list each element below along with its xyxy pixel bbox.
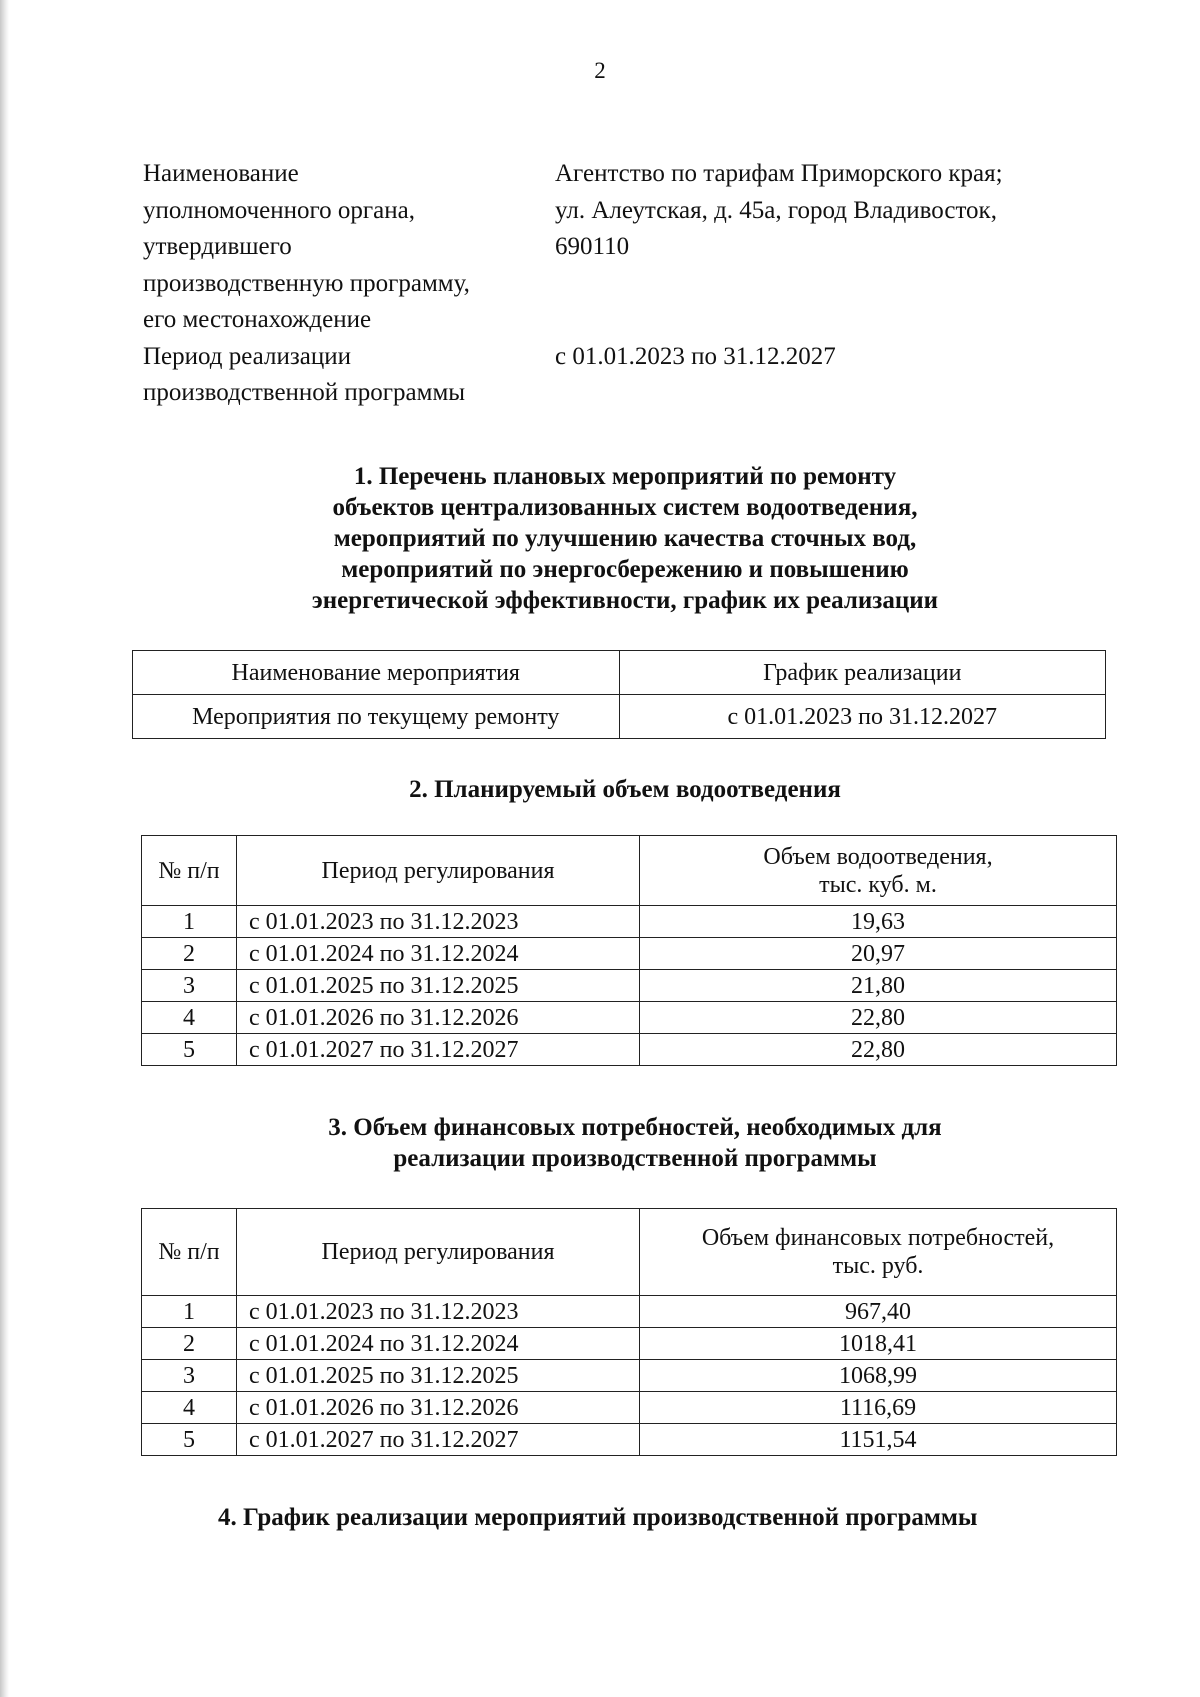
period-cell: с 01.01.2023 по 31.12.2023: [237, 906, 640, 938]
table-row: [142, 1328, 1117, 1360]
table-cell: с 01.01.2023 по 31.12.2027: [619, 695, 1106, 739]
period-cell: с 01.01.2027 по 31.12.2027: [237, 1034, 640, 1066]
column-header: № п/п: [142, 836, 237, 906]
period-cell: с 01.01.2026 по 31.12.2026: [237, 1002, 640, 1034]
period-cell: с 01.01.2024 по 31.12.2024: [237, 938, 640, 970]
table-header-row: [142, 1209, 1117, 1296]
table-row: [133, 695, 1106, 739]
column-header: Объем финансовых потребностей, тыс. руб.: [640, 1209, 1117, 1296]
scan-edge-shadow: [0, 0, 9, 1697]
table-row: [142, 938, 1117, 970]
value-cell: 22,80: [640, 1034, 1117, 1066]
authority-label: Наименование уполномоченного органа, утвердившего производственную программу, его местонахождение: [143, 160, 470, 333]
section4-title: 4. График реализации мероприятий производственной программы: [218, 1504, 978, 1531]
table-header-row: [142, 836, 1117, 906]
financial-needs-table: [141, 1208, 1117, 1456]
period-value: с 01.01.2023 по 31.12.2027: [555, 342, 836, 370]
period-cell: с 01.01.2023 по 31.12.2023: [237, 1296, 640, 1328]
value-cell: 967,40: [640, 1296, 1117, 1328]
table-row: [142, 1296, 1117, 1328]
table-cell: Мероприятия по текущему ремонту: [133, 695, 620, 739]
value-cell: 19,63: [640, 906, 1117, 938]
table-row: [142, 906, 1117, 938]
value-cell: 22,80: [640, 1002, 1117, 1034]
section1-title: 1. Перечень плановых мероприятий по ремонту объектов централизованных систем водоотведения, мероприятий по улучшению качества сточных вод, мероприятий по энергосбережению и повышению энергетической эффективности, график их реализации: [311, 463, 939, 614]
period-cell: с 01.01.2027 по 31.12.2027: [237, 1424, 640, 1456]
value-cell: 21,80: [640, 970, 1117, 1002]
page-number: 2: [594, 58, 606, 83]
column-header: Период регулирования: [237, 836, 640, 906]
row-number: 2: [142, 1328, 237, 1360]
row-number: 5: [142, 1424, 237, 1456]
section3-title: 3. Объем финансовых потребностей, необходимых для реализации производственной программы: [328, 1114, 942, 1172]
value-cell: 1116,69: [640, 1392, 1117, 1424]
row-number: 3: [142, 970, 237, 1002]
column-header: График реализации: [619, 651, 1106, 695]
period-cell: с 01.01.2025 по 31.12.2025: [237, 1360, 640, 1392]
period-row: [143, 339, 1055, 412]
column-header: Наименование мероприятия: [133, 651, 620, 695]
period-cell: с 01.01.2024 по 31.12.2024: [237, 1328, 640, 1360]
table-row: [142, 1392, 1117, 1424]
period-cell: с 01.01.2025 по 31.12.2025: [237, 970, 640, 1002]
table-row: [142, 1002, 1117, 1034]
value-cell: 1151,54: [640, 1424, 1117, 1456]
period-label: Период реализации производственной программы: [143, 342, 466, 406]
column-header: № п/п: [142, 1209, 237, 1296]
value-cell: 1068,99: [640, 1360, 1117, 1392]
table-row: [142, 1034, 1117, 1066]
activities-table: [132, 650, 1106, 739]
row-number: 3: [142, 1360, 237, 1392]
table-header-row: [133, 651, 1106, 695]
row-number: 4: [142, 1002, 237, 1034]
row-number: 4: [142, 1392, 237, 1424]
authority-row: [143, 156, 1055, 339]
row-number: 2: [142, 938, 237, 970]
table-row: [142, 1424, 1117, 1456]
table-row: [142, 1360, 1117, 1392]
column-header: Объем водоотведения, тыс. куб. м.: [640, 836, 1117, 906]
section2-title: 2. Планируемый объем водоотведения: [409, 776, 841, 803]
value-cell: 20,97: [640, 938, 1117, 970]
program-info: [143, 156, 1055, 412]
row-number: 1: [142, 906, 237, 938]
row-number: 5: [142, 1034, 237, 1066]
row-number: 1: [142, 1296, 237, 1328]
authority-value: Агентство по тарифам Приморского края; ул. Алеутская, д. 45а, город Владивосток, 690110: [555, 160, 1003, 260]
table-row: [142, 970, 1117, 1002]
wastewater-volume-table: [141, 835, 1117, 1066]
value-cell: 1018,41: [640, 1328, 1117, 1360]
period-cell: с 01.01.2026 по 31.12.2026: [237, 1392, 640, 1424]
column-header: Период регулирования: [237, 1209, 640, 1296]
